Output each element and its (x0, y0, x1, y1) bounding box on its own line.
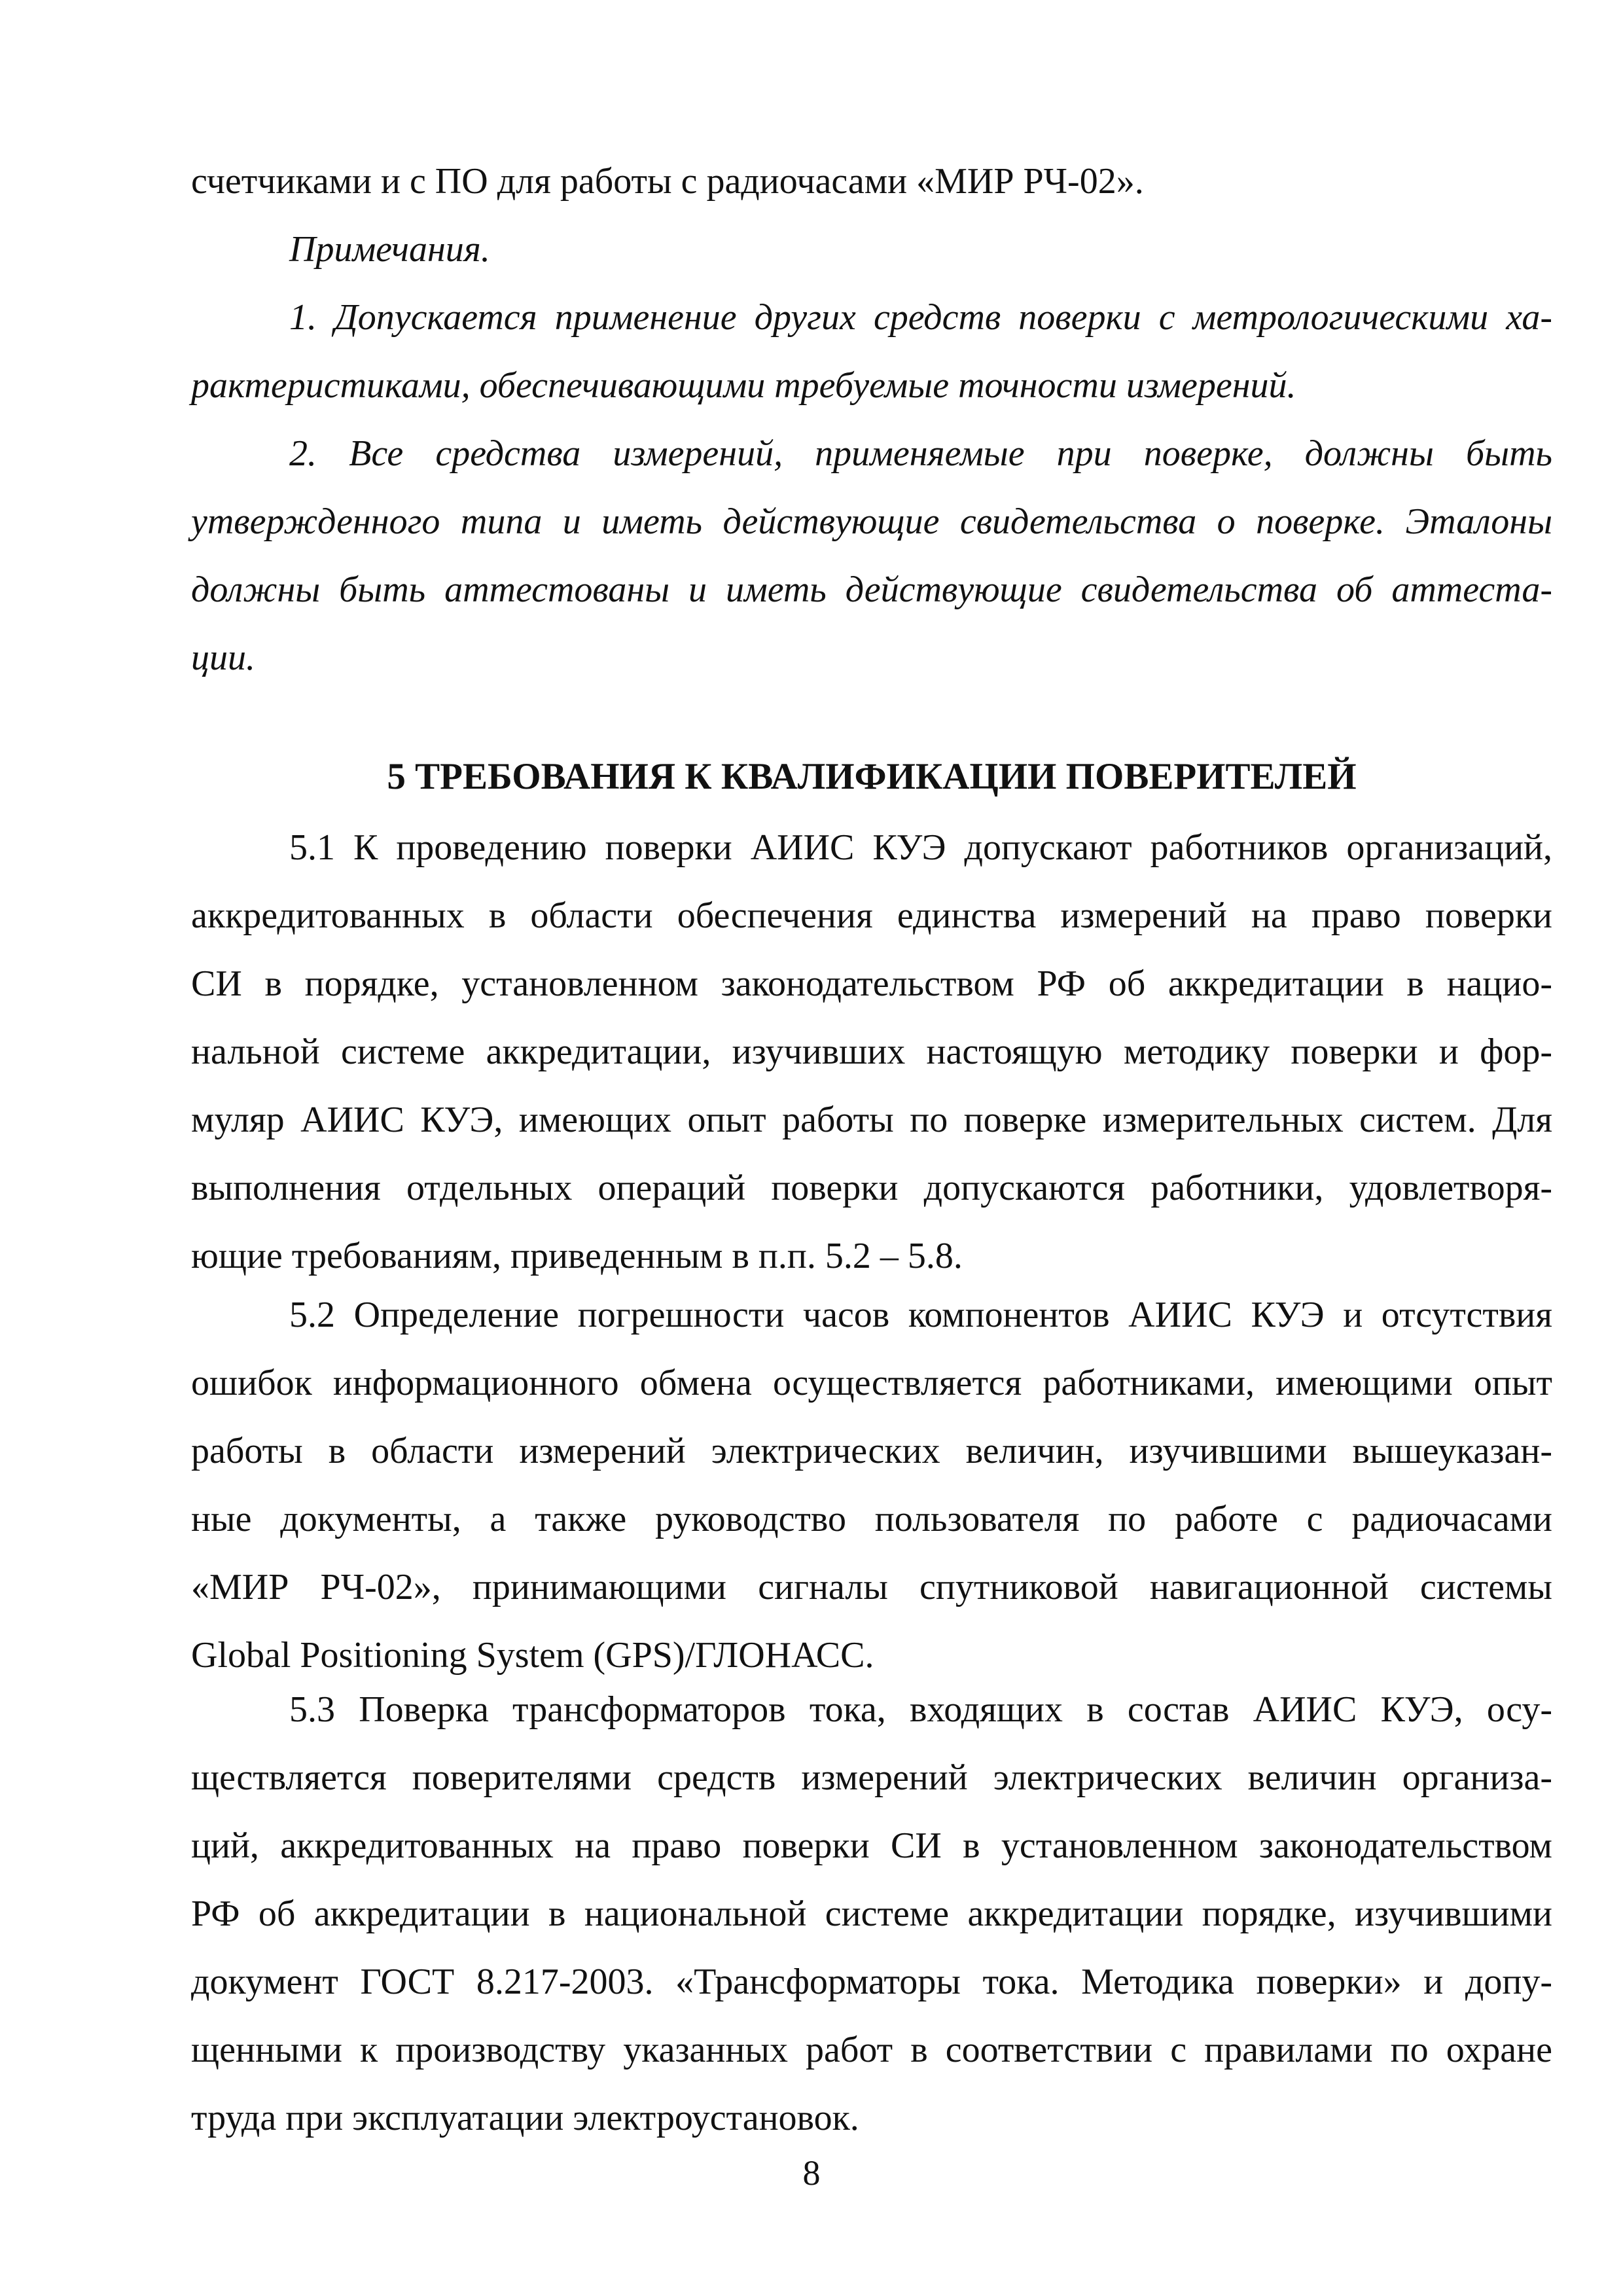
note-2-line-3: должны быть аттестованы и иметь действующие свидетельства об аттеста- (191, 569, 1552, 610)
p3-line-1: 5.3 Поверка трансформаторов тока, входящих в состав АИИС КУЭ, осу- (289, 1689, 1552, 1730)
p1-line-6: выполнения отдельных операций поверки допускаются работники, удовлетворя- (191, 1168, 1552, 1208)
p2-line-5: «МИР РЧ-02», принимающими сигналы спутниковой навигационной системы (191, 1567, 1552, 1607)
top-text-block (191, 147, 1552, 692)
p2-line-6: Global Positioning System (GPS)/ГЛОНАСС. (191, 1635, 874, 1676)
p3-line-4: РФ об аккредитации в национальной системе аккредитации порядке, изучившими (191, 1893, 1552, 1934)
p3-line-3: ций, аккредитованных на право поверки СИ в установленном законодательством (191, 1825, 1552, 1866)
p3-line-2: ществляется поверителями средств измерений электрических величин организа- (191, 1757, 1552, 1798)
note-1-line-2: рактеристиками, обеспечивающими требуемые точности измерений. (191, 365, 1296, 406)
p1-line-5: муляр АИИС КУЭ, имеющих опыт работы по поверке измерительных систем. Для (191, 1100, 1552, 1140)
paragraph-5-1 (191, 814, 1552, 1290)
page-number: 8 (802, 2153, 821, 2193)
p3-line-6: щенными к производству указанных работ в соответствии с правилами по охране (191, 2030, 1552, 2070)
p3-line-7: труда при эксплуатации электроустановок. (191, 2098, 859, 2138)
p1-line-4: нальной системе аккредитации, изучивших настоящую методику поверки и фор- (191, 1031, 1552, 1072)
p1-line-3: СИ в порядке, установленном законодательством РФ об аккредитации в нацио- (191, 963, 1552, 1004)
section-heading: 5 ТРЕБОВАНИЯ К КВАЛИФИКАЦИИ ПОВЕРИТЕЛЕЙ (387, 756, 1357, 797)
p2-line-2: ошибок информационного обмена осуществляется работниками, имеющими опыт (191, 1363, 1552, 1403)
notes-title: Примечания. (289, 229, 490, 270)
paragraph-5-2 (191, 1281, 1552, 1689)
p3-line-5: документ ГОСТ 8.217-2003. «Трансформаторы тока. Методика поверки» и допу- (191, 1962, 1552, 2002)
p1-line-2: аккредитованных в области обеспечения единства измерений на право поверки (191, 895, 1552, 936)
p2-line-4: ные документы, а также руководство пользователя по работе с радиочасами (191, 1499, 1552, 1539)
note-2-line-2: утвержденного типа и иметь действующие свидетельства о поверке. Эталоны (191, 501, 1552, 542)
p2-line-1: 5.2 Определение погрешности часов компонентов АИИС КУЭ и отсутствия (289, 1295, 1552, 1335)
continuation-line: счетчиками и с ПО для работы с радиочасами «МИР РЧ-02». (191, 161, 1144, 202)
p2-line-3: работы в области измерений электрических величин, изучившими вышеуказан- (191, 1431, 1552, 1471)
note-2-line-4: ции. (191, 637, 255, 678)
note-2-line-1: 2. Все средства измерений, применяемые при поверке, должны быть (289, 433, 1552, 474)
paragraph-5-3 (191, 1676, 1552, 2152)
note-1-line-1: 1. Допускается применение других средств поверки с метрологическими ха- (289, 297, 1552, 338)
p1-line-1: 5.1 К проведению поверки АИИС КУЭ допускают работников организаций, (289, 827, 1552, 868)
p1-line-7: ющие требованиям, приведенным в п.п. 5.2 – 5.8. (191, 1236, 963, 1276)
